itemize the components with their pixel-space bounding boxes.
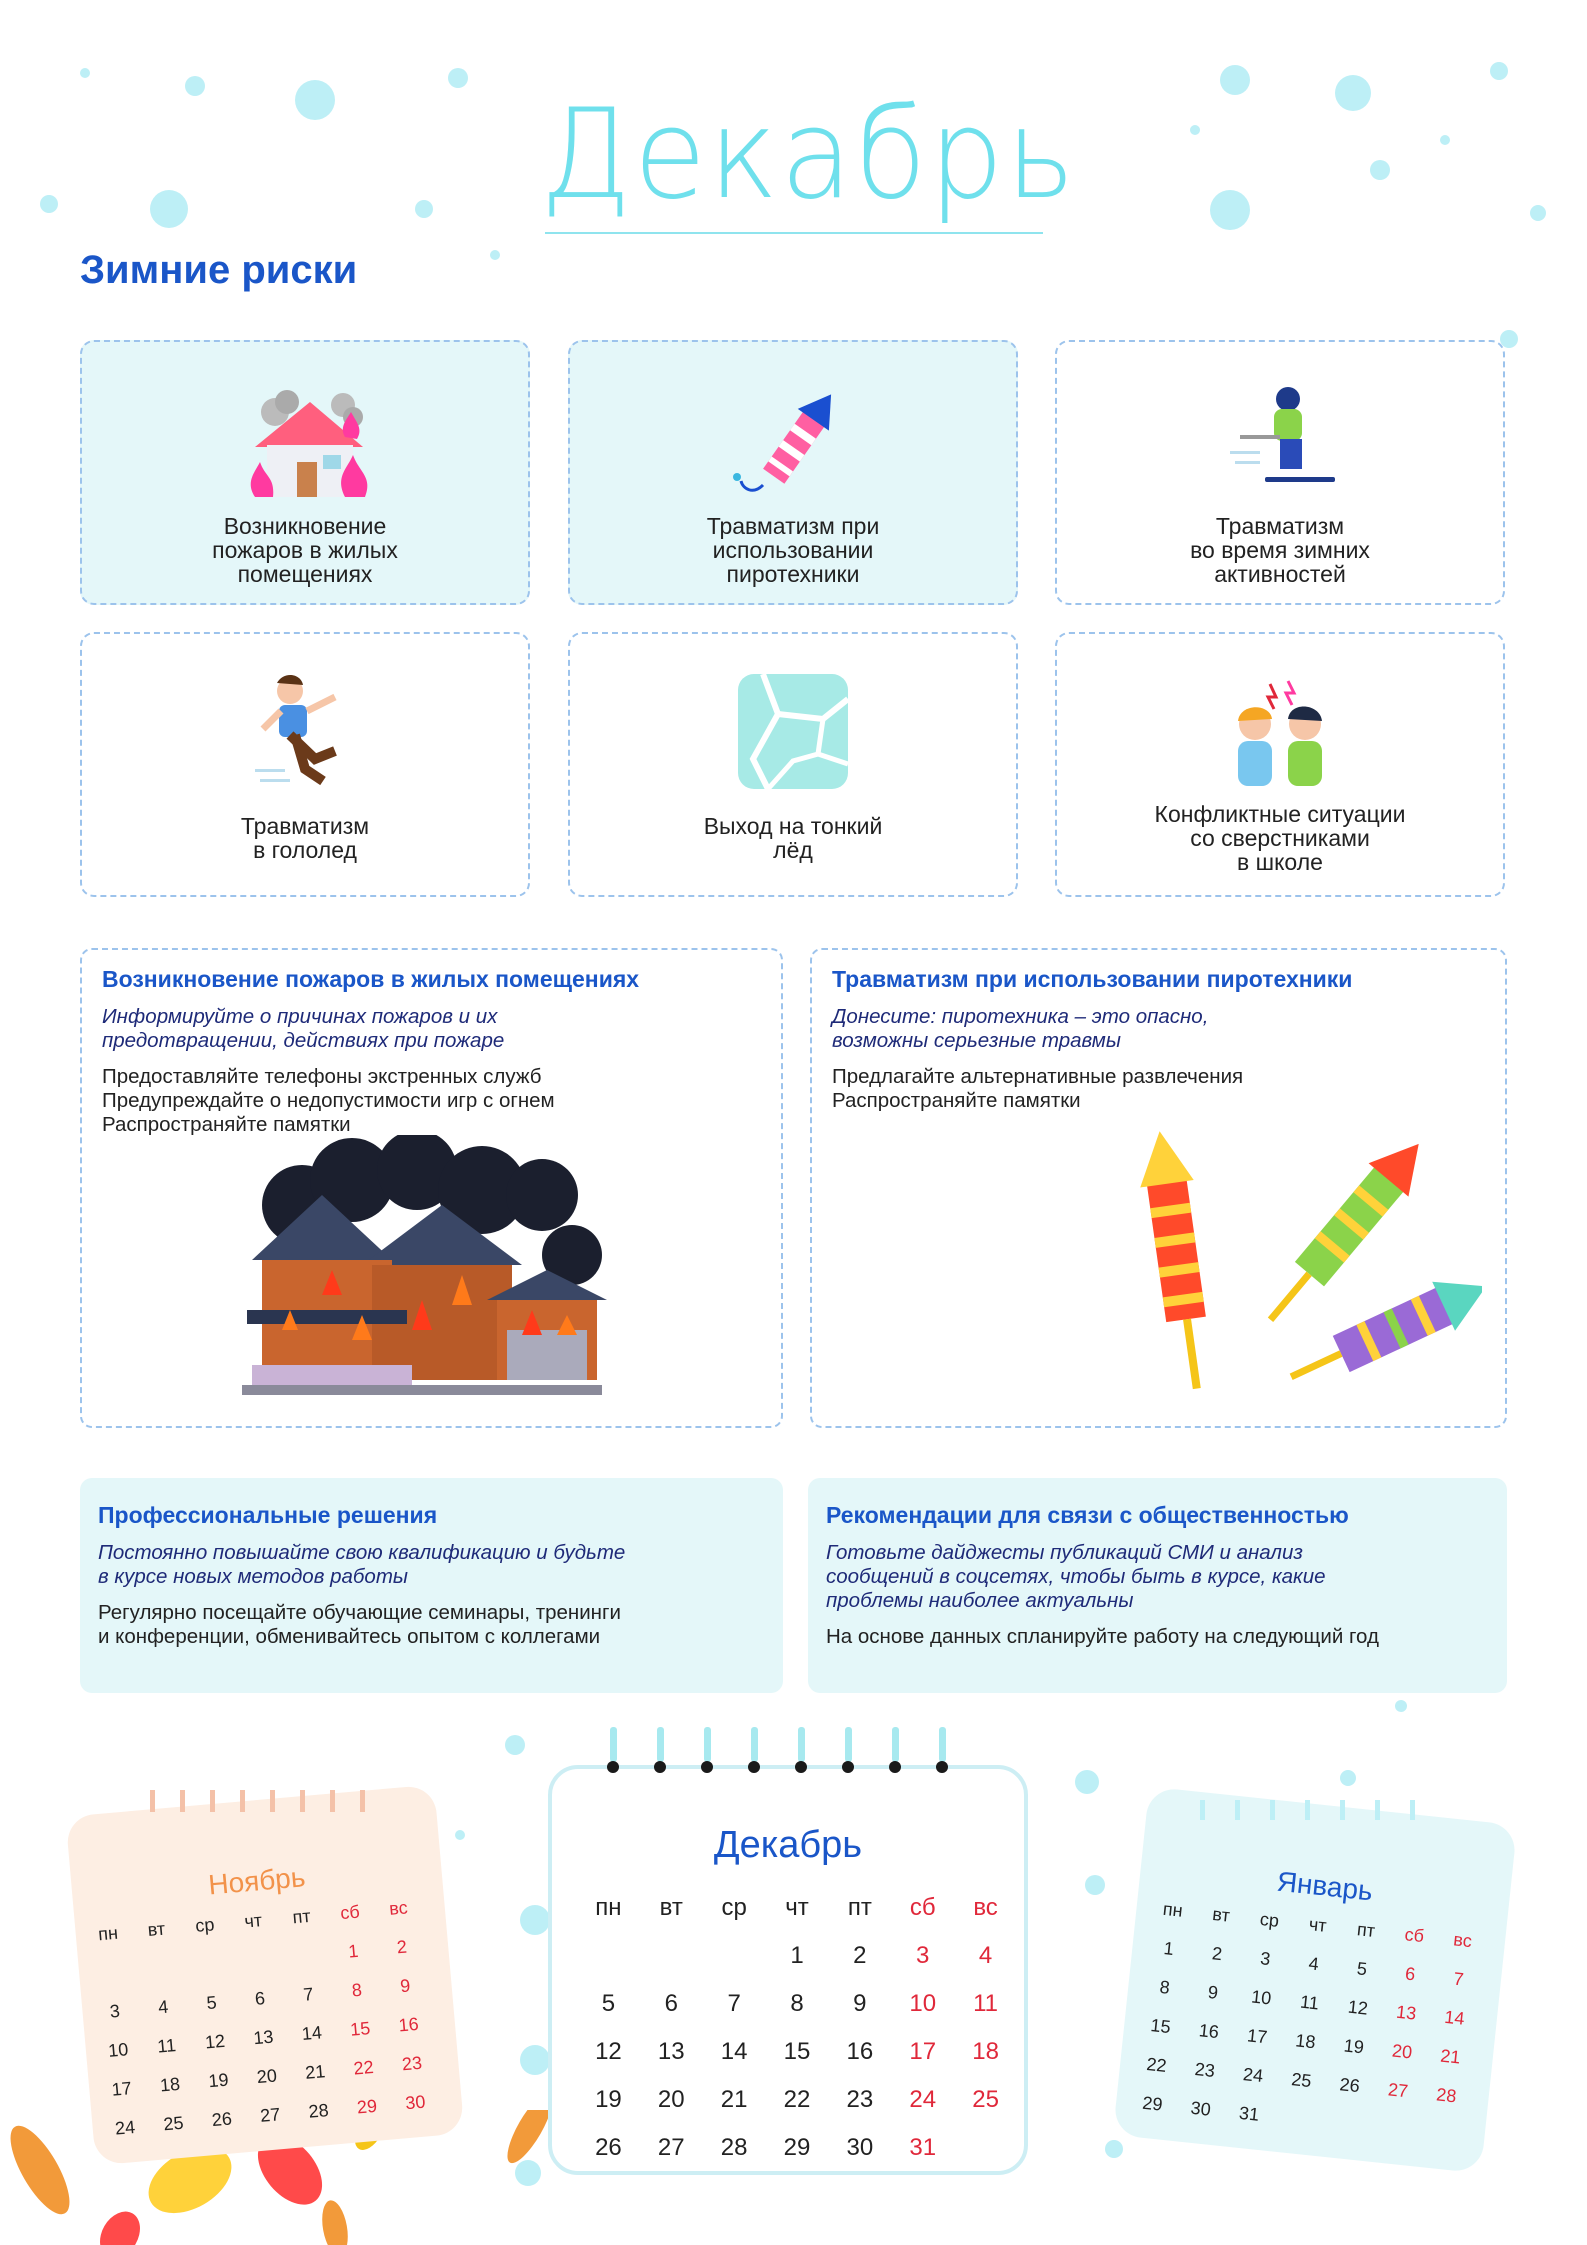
- snow-dot: [1395, 1700, 1407, 1712]
- calendar-day: 26: [1338, 2074, 1361, 2097]
- calendar-day: 28: [720, 2134, 748, 2161]
- calendar-day: 11: [973, 1990, 999, 2017]
- slipping-person-icon: [235, 669, 375, 799]
- snow-dot: [150, 190, 188, 228]
- snow-dot: [520, 1905, 550, 1935]
- calendar-day: 1: [790, 1942, 804, 1969]
- risk-card-ice-injury: [80, 632, 530, 897]
- calendar-day: 31: [1238, 2102, 1261, 2125]
- weekday-header: пт: [1356, 1919, 1377, 1941]
- calendar-day: 22: [1145, 2053, 1168, 2076]
- weekday-header: сб: [909, 1894, 936, 1921]
- panel-fire: [80, 948, 783, 1428]
- weekday-header: чт: [243, 1910, 263, 1932]
- calendar-day: 8: [350, 1979, 363, 2001]
- calendar-day: 23: [1193, 2058, 1216, 2081]
- calendar-month-name: Декабрь: [713, 1824, 863, 1866]
- calendar-day: 26: [210, 2108, 233, 2131]
- calendar-day: 10: [107, 2039, 130, 2061]
- calendar-day: 15: [1149, 2015, 1172, 2038]
- calendar-day: 19: [1342, 2035, 1365, 2058]
- snow-dot: [490, 250, 500, 260]
- calendar-day: 9: [1206, 1981, 1220, 2003]
- empty-cell: [183, 1952, 233, 1977]
- calendar-day: 3: [108, 2000, 121, 2022]
- weekday-header: вс: [973, 1894, 998, 1921]
- calendar-day: 20: [657, 2086, 685, 2113]
- calendar-day: 23: [846, 2086, 874, 2113]
- calendar-day: 28: [1435, 2084, 1458, 2107]
- risk-card-conflict: [1055, 632, 1505, 897]
- calendar-day: 1: [347, 1940, 360, 1962]
- calendar-day: 7: [1452, 1968, 1465, 1990]
- panel-text: Предоставляйте телефоны экстренных служб Предупреждайте о недопустимости игр с огнем Распространяйте памятки: [102, 1065, 555, 1136]
- calendar-day: 9: [399, 1975, 412, 1997]
- calendar-day: 30: [1189, 2097, 1212, 2120]
- calendar-day: 28: [307, 2100, 330, 2122]
- weekday-header: ср: [1258, 1908, 1280, 1931]
- calendar-day: 21: [1439, 2045, 1462, 2068]
- calendar-day: 29: [356, 2095, 378, 2118]
- snow-dot: [1530, 205, 1546, 221]
- snow-dot: [185, 76, 205, 96]
- calendar-day: 20: [255, 2065, 278, 2088]
- calendar-day: 21: [304, 2061, 327, 2083]
- risk-label: Конфликтные ситуации со сверстниками в школе: [1154, 801, 1406, 875]
- weekday-header: пт: [847, 1894, 872, 1921]
- calendar-day: 7: [302, 1983, 315, 2005]
- empty-cell: [640, 1942, 703, 1970]
- calendar-day: 24: [1242, 2064, 1265, 2087]
- conflict-kids-icon: [1210, 669, 1350, 799]
- weekday-header: вс: [1452, 1929, 1473, 1952]
- risk-label: Травматизм при использовании пиротехники: [706, 513, 880, 587]
- weekday-header: вс: [388, 1897, 409, 1919]
- calendar-day: 14: [300, 2022, 323, 2044]
- panel-text: Регулярно посещайте обучающие семинары, тренинги и конференции, обменивайтесь опытом с коллегами: [98, 1601, 621, 1648]
- snow-dot: [415, 200, 433, 218]
- snow-dot: [1105, 2140, 1123, 2158]
- panel-text: Предлагайте альтернативные развлечения Распространяйте памятки: [832, 1065, 1244, 1112]
- weekday-header: чт: [1307, 1914, 1328, 1936]
- calendar-january: [1113, 1787, 1518, 2174]
- panel-title: Возникновение пожаров в жилых помещениях: [102, 966, 640, 992]
- snow-dot: [1075, 1770, 1099, 1794]
- calendar-day: 12: [595, 2038, 622, 2065]
- burning-house-illustration: [242, 1135, 612, 1410]
- panel-title: Профессиональные решения: [98, 1502, 438, 1528]
- snow-dot: [455, 1830, 465, 1840]
- risk-label: Возникновение пожаров в жилых помещениях: [212, 513, 398, 587]
- calendar-day: 6: [664, 1990, 678, 2017]
- calendar-december: [548, 1765, 1028, 2175]
- risk-label: Выход на тонкий лёд: [703, 813, 883, 863]
- calendar-day: 5: [205, 1992, 218, 2014]
- snow-dot: [520, 2045, 550, 2075]
- calendar-day: 6: [1404, 1963, 1417, 1985]
- weekday-header: чт: [785, 1894, 809, 1921]
- calendar-day: 12: [204, 2030, 226, 2053]
- risk-card-pyro: [568, 340, 1018, 605]
- calendar-day: 2: [395, 1936, 408, 1958]
- calendar-day: 11: [156, 2035, 177, 2057]
- calendar-day: 14: [720, 2038, 748, 2065]
- calendar-day: 6: [254, 1988, 266, 2009]
- snow-dot: [448, 68, 468, 88]
- snow-dot: [80, 68, 90, 78]
- calendar-day: 8: [790, 1990, 804, 2017]
- calendar-day: 31: [909, 2134, 937, 2161]
- calendar-day: 26: [595, 2134, 622, 2161]
- calendar-day: 23: [401, 2052, 423, 2075]
- calendar-day: 3: [1259, 1948, 1272, 1970]
- calendar-day: 22: [783, 2086, 811, 2113]
- calendar-day: 3: [916, 1942, 930, 1969]
- calendar-day: 27: [657, 2134, 685, 2161]
- calendar-day: 2: [853, 1942, 867, 1969]
- risk-card-fire: [80, 340, 530, 605]
- panel-emphasis: Постоянно повышайте свою квалификацию и будьте в курсе новых методов работы: [98, 1541, 626, 1588]
- panel-emphasis: Донесите: пиротехника – это опасно, возможны серьезные травмы: [832, 1005, 1209, 1052]
- page-title: Декабрь: [540, 81, 1078, 227]
- snow-dot: [1210, 190, 1250, 230]
- title-underline: [545, 232, 1043, 234]
- calendar-day: 18: [1294, 2030, 1317, 2053]
- calendar-day: 5: [1355, 1958, 1369, 1980]
- calendar-day: 18: [972, 2038, 999, 2065]
- calendar-rings: [1170, 1800, 1490, 1840]
- risk-label: Травматизм в гололед: [240, 813, 370, 863]
- weekday-header: сб: [339, 1901, 361, 1924]
- snow-dot: [505, 1735, 525, 1755]
- calendar-rings: [120, 1790, 440, 1850]
- weekday-header: вт: [1211, 1903, 1231, 1926]
- calendar-month-name: Ноябрь: [207, 1861, 307, 1901]
- panel-title: Травматизм при использовании пиротехники: [832, 966, 1353, 992]
- skier-icon: [1210, 377, 1350, 507]
- calendar-day: 25: [1290, 2069, 1313, 2092]
- weekday-header: пн: [97, 1922, 119, 1945]
- snow-dot: [1490, 62, 1508, 80]
- firework-rocket-icon: [723, 377, 863, 507]
- weekday-header: сб: [1403, 1924, 1426, 1947]
- calendar-day: 30: [846, 2134, 874, 2161]
- house-fire-icon: [235, 377, 375, 507]
- calendar-day: 12: [1346, 1996, 1369, 2019]
- weekday-header: вт: [659, 1894, 683, 1921]
- calendar-day: 21: [720, 2086, 748, 2113]
- calendar-day: 7: [727, 1990, 741, 2017]
- snow-dot: [1190, 125, 1200, 135]
- calendar-day: 16: [397, 2013, 420, 2036]
- panel-pr: [808, 1478, 1507, 1693]
- empty-cell: [280, 1943, 330, 1968]
- calendar-day: 1: [1162, 1938, 1175, 1960]
- calendar-rings: [595, 1725, 995, 1785]
- calendar-day: 24: [909, 2086, 937, 2113]
- calendar-day: 19: [207, 2069, 230, 2092]
- snow-dot: [1335, 75, 1371, 111]
- weekday-header: пн: [595, 1894, 622, 1921]
- calendar-day: 25: [162, 2112, 185, 2135]
- risk-card-winter-activities: [1055, 340, 1505, 605]
- calendar-day: 24: [114, 2116, 136, 2139]
- calendar-day: 20: [1391, 2040, 1414, 2063]
- calendar-day: 16: [1197, 2020, 1220, 2043]
- calendar-day: 17: [909, 2038, 937, 2065]
- panel-emphasis: Информируйте о причинах пожаров и их предотвращении, действиях при пожаре: [102, 1005, 505, 1052]
- calendar-day: 11: [1299, 1991, 1320, 2014]
- empty-cell: [86, 1960, 136, 1985]
- weekday-header: ср: [194, 1914, 216, 1936]
- calendar-day: 15: [783, 2038, 811, 2065]
- calendar-day: 8: [1158, 1976, 1171, 1998]
- calendar-day: 5: [601, 1990, 616, 2017]
- empty-cell: [577, 1942, 640, 1970]
- snow-dot: [1085, 1875, 1105, 1895]
- calendar-day: 27: [259, 2104, 282, 2126]
- panel-pyro: [810, 948, 1507, 1428]
- panel-title: Рекомендации для связи с общественностью: [826, 1502, 1349, 1528]
- weekday-header: пт: [291, 1905, 312, 1928]
- calendar-day: 18: [159, 2073, 181, 2096]
- calendar-day: 27: [1387, 2079, 1410, 2102]
- calendar-day: 13: [657, 2038, 685, 2065]
- fireworks-illustration: [1122, 1125, 1482, 1410]
- calendar-day: 17: [110, 2078, 133, 2100]
- calendar-day: 9: [853, 1990, 867, 2017]
- calendar-day: 13: [252, 2026, 275, 2049]
- risk-card-thin-ice: [568, 632, 1018, 897]
- calendar-day: 17: [1246, 2025, 1269, 2048]
- calendar-day: 14: [1443, 2006, 1466, 2029]
- snow-dot: [295, 80, 335, 120]
- calendar-day: 22: [352, 2056, 375, 2079]
- calendar-day: 16: [846, 2038, 874, 2065]
- empty-cell: [135, 1956, 185, 1981]
- snow-dot: [40, 195, 58, 213]
- snow-dot: [1220, 65, 1250, 95]
- calendar-day: 30: [404, 2091, 427, 2114]
- weekday-header: вт: [146, 1918, 167, 1941]
- calendar-day: 15: [349, 2018, 372, 2040]
- calendar-day: 29: [1141, 2092, 1164, 2115]
- panel-text: На основе данных спланируйте работу на следующий год: [826, 1625, 1379, 1648]
- weekday-header: пн: [1162, 1898, 1184, 1921]
- calendar-day: 13: [1395, 2001, 1418, 2024]
- calendar-day: 29: [783, 2134, 811, 2161]
- snow-dot: [1440, 135, 1450, 145]
- calendar-month-name: Январь: [1275, 1865, 1375, 1907]
- panel-emphasis: Готовьте дайджесты публикаций СМИ и анализ сообщений в соцсетях, чтобы быть в курсе, какие проблемы наиболее актуальны: [826, 1541, 1326, 1612]
- calendar-day: 10: [909, 1990, 937, 2017]
- calendar-day: 19: [595, 2086, 622, 2113]
- calendar-day: 4: [157, 1996, 170, 2018]
- panel-professional: [80, 1478, 783, 1693]
- calendar-day: 4: [978, 1942, 993, 1969]
- section-title: Зимние риски: [80, 248, 358, 292]
- cracked-ice-icon: [723, 669, 863, 799]
- snow-dot: [1370, 160, 1390, 180]
- weekday-header: ср: [721, 1894, 747, 1921]
- calendar-day: 2: [1211, 1943, 1224, 1965]
- snow-dot: [1340, 1770, 1356, 1786]
- calendar-day: 25: [972, 2086, 999, 2113]
- empty-cell: [703, 1942, 766, 1970]
- empty-cell: [232, 1948, 282, 1973]
- calendar-day: 4: [1307, 1953, 1320, 1975]
- calendar-day: 10: [1250, 1986, 1273, 2009]
- risk-label: Травматизм во время зимних активностей: [1190, 513, 1370, 587]
